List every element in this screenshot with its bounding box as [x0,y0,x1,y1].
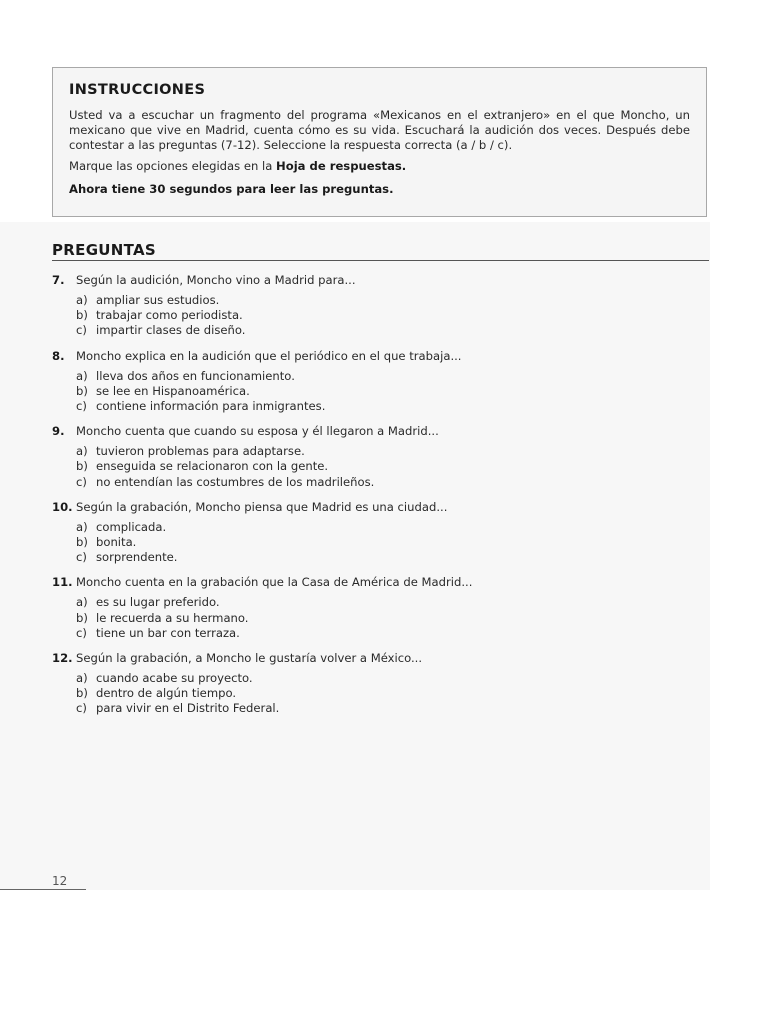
option-letter: b) [76,535,88,550]
page-number: 12 [52,874,68,888]
option-text: lleva dos años en funcionamiento. [96,368,295,383]
option-item [76,686,692,701]
option-text: bonita. [96,535,137,550]
option-text: cuando acabe su proyecto. [96,671,253,686]
option-letter: b) [76,383,88,398]
option-list [76,595,692,641]
question-text: Según la grabación, a Moncho le gustaría volver a México... [76,651,423,666]
question-item [52,423,692,490]
question-item [52,650,692,717]
option-item [76,520,692,535]
question-number: 11. [52,575,73,590]
option-item [76,701,692,716]
option-item [76,384,692,399]
option-text: ampliar sus estudios. [96,293,220,307]
option-list [76,671,692,717]
option-text: le recuerda a su hermano. [96,610,249,625]
option-letter: c) [76,399,87,414]
option-item [76,323,692,338]
question-number: 9. [52,424,65,439]
questions-title: PREGUNTAS [52,241,157,259]
option-text: enseguida se relacionaron con la gente. [96,459,329,474]
question-number: 7. [52,273,65,287]
question-text: Moncho explica en la audición que el periódico en el que trabaja... [76,348,462,363]
option-letter: a) [76,595,88,610]
option-item [76,399,692,414]
option-list [76,520,692,566]
option-letter: a) [76,444,88,459]
option-letter: b) [76,610,88,625]
option-item [76,535,692,550]
questions-list [52,272,692,726]
option-text: complicada. [96,519,167,534]
option-letter: c) [76,323,87,338]
option-item [76,626,692,641]
option-text: tiene un bar con terraza. [96,625,240,640]
option-letter: c) [76,474,87,489]
question-text: Según la grabación, Moncho piensa que Madrid es una ciudad... [76,499,448,514]
option-letter: b) [76,686,88,701]
option-item [76,550,692,565]
option-item [76,595,692,610]
answer-sheet-name: Hoja de respuestas. [276,159,407,173]
option-text: dentro de algún tiempo. [96,686,237,701]
option-item [76,671,692,686]
option-list [76,369,692,415]
option-text: sorprendente. [96,550,178,565]
option-letter: b) [76,459,88,474]
instructions-box [52,67,707,217]
option-text: para vivir en el Distrito Federal. [96,701,280,716]
option-letter: b) [76,308,88,323]
option-list [76,293,692,339]
option-item [76,611,692,626]
option-item [76,293,692,308]
option-letter: a) [76,293,88,307]
option-list [76,444,692,490]
question-item [52,272,692,339]
footer-rule [0,889,86,890]
option-letter: a) [76,671,88,686]
instructions-paragraph: Usted va a escuchar un fragmento del programa «Mexicanos en el extranjero» en el que Moncho, un mexicano que vive en Madrid, cuenta cómo es su vida. Escuchará la audición dos veces. Después debe contestar a las preguntas (7-12). Seleccione la respuesta correcta (a / b / c). [69,108,690,152]
option-text: tuvieron problemas para adaptarse. [96,444,305,459]
question-text: Según la audición, Moncho vino a Madrid para... [76,273,356,287]
option-item [76,308,692,323]
question-number: 8. [52,348,65,363]
answer-sheet-note-text: Marque las opciones elegidas en la [69,159,277,173]
question-item [52,499,692,566]
instructions-time-note: Ahora tiene 30 segundos para leer las preguntas. [69,182,394,196]
instructions-title: INSTRUCCIONES [69,82,206,98]
option-text: impartir clases de diseño. [96,323,246,338]
option-item [76,444,692,459]
question-number: 10. [52,499,73,514]
option-text: no entendían las costumbres de los madrileños. [96,474,375,489]
option-letter: a) [76,519,88,534]
option-item [76,369,692,384]
option-text: contiene información para inmigrantes. [96,399,326,414]
question-number: 12. [52,651,73,666]
option-item [76,475,692,490]
option-letter: a) [76,368,88,383]
question-text: Moncho cuenta que cuando su esposa y él llegaron a Madrid... [76,424,439,439]
option-item [76,459,692,474]
option-letter: c) [76,550,87,565]
option-letter: c) [76,625,87,640]
question-item [52,348,692,415]
question-item [52,574,692,641]
option-text: trabajar como periodista. [96,308,243,323]
instructions-answer-sheet-note [69,159,690,174]
option-text: se lee en Hispanoamérica. [96,383,250,398]
option-letter: c) [76,701,87,716]
option-text: es su lugar preferido. [96,595,220,610]
questions-header [52,240,709,261]
question-text: Moncho cuenta en la grabación que la Casa de América de Madrid... [76,575,473,590]
